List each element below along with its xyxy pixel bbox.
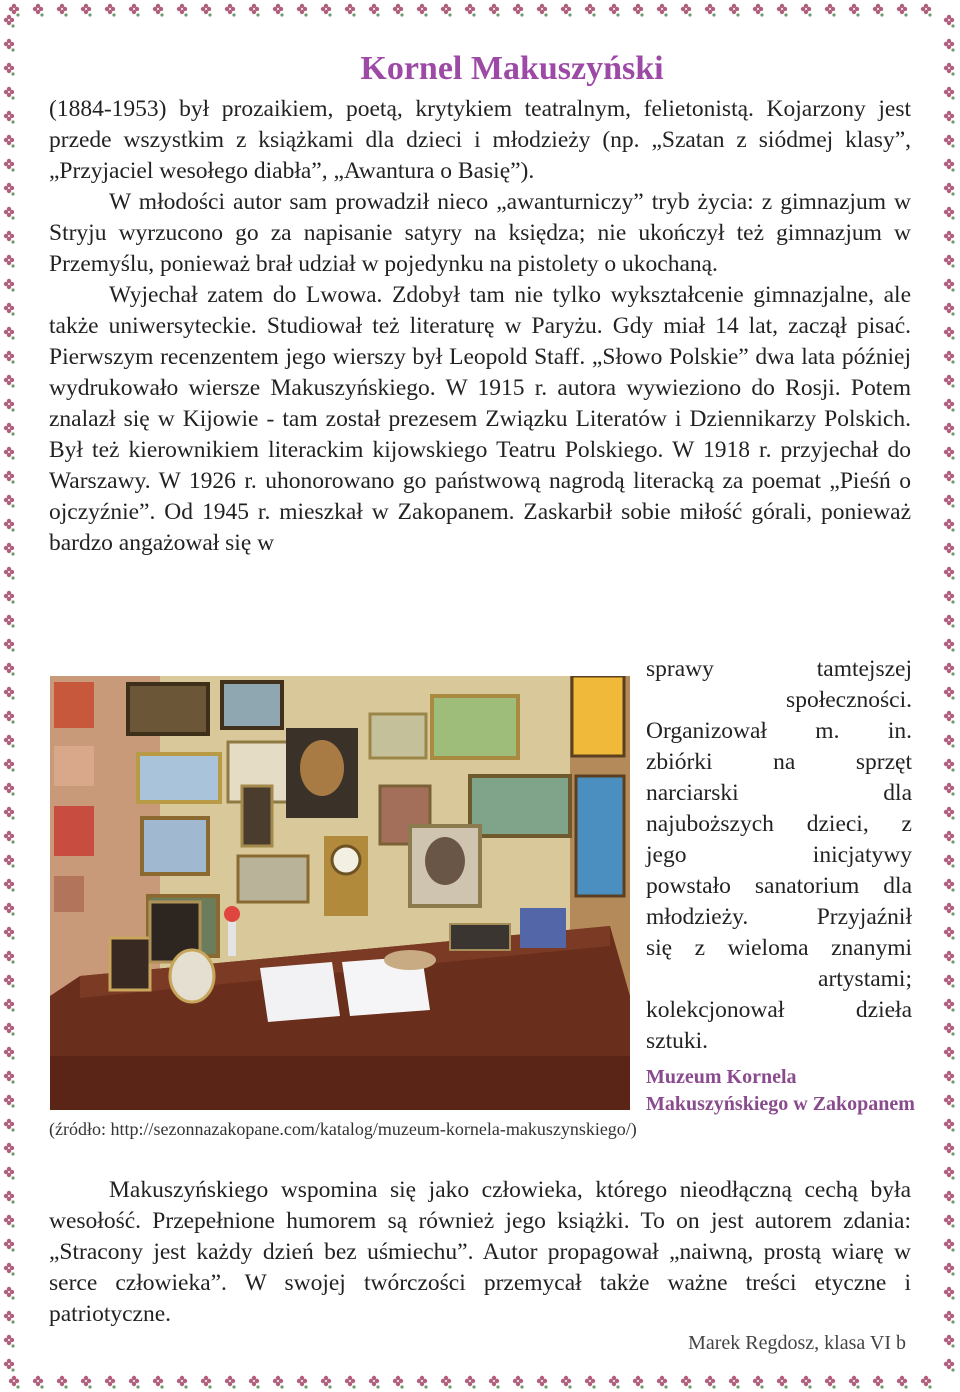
flower-ornament [944,759,955,772]
flower-ornament [657,1376,668,1389]
flower-ornament [944,1071,955,1084]
flower-ornament [777,1376,788,1389]
flower-ornament [944,15,955,28]
text-line: kolekcjonował dzieła [646,997,912,1023]
flower-ornament [944,687,955,700]
flower-ornament [537,4,548,17]
flower-ornament [4,159,15,172]
flower-ornament [4,231,15,244]
text-line: artystami; [818,966,912,992]
flower-ornament [944,159,955,172]
flower-ornament [585,4,596,17]
flower-ornament [777,4,788,17]
flower-ornament [417,1376,428,1389]
flower-ornament [897,4,908,17]
flower-ornament [177,4,188,17]
flower-ornament [944,399,955,412]
flower-ornament [4,1119,15,1132]
flower-ornament [4,1023,15,1036]
flower-ornament [465,4,476,17]
flower-ornament [4,279,15,292]
flower-ornament [417,4,428,17]
decorative-border-top [0,0,960,22]
flower-ornament [633,4,644,17]
flower-ornament [4,663,15,676]
flower-ornament [801,1376,812,1389]
flower-ornament [4,759,15,772]
flower-ornament [921,4,932,17]
flower-ornament [4,735,15,748]
flower-ornament [561,4,572,17]
flower-ornament [81,1376,92,1389]
flower-ornament [944,135,955,148]
flower-ornament [944,975,955,988]
flower-ornament [249,1376,260,1389]
flower-ornament [753,4,764,17]
flower-ornament [944,1095,955,1108]
flower-ornament [944,1167,955,1180]
flower-ornament [201,1376,212,1389]
flower-ornament [944,1263,955,1276]
paragraph-intro: (1884-1953) był prozaikiem, poetą, krytykiem teatralnym, felietonistą. Kojarzony jest przede wszystkim z książkami dla dzieci i młodzieży (np. „Szatan z siódmej klasy”, „Przyjaciel wesołego diabła”, „Awantura o Basię”). [49,96,911,184]
flower-ornament [57,1376,68,1389]
flower-ornament [944,807,955,820]
museum-photo [50,676,630,1110]
article-body-bottom [49,1175,911,1330]
flower-ornament [4,15,15,28]
flower-ornament [4,1359,15,1372]
flower-ornament [944,999,955,1012]
flower-ornament [944,303,955,316]
flower-ornament [4,1215,15,1228]
flower-ornament [273,4,284,17]
paragraph-youth: W młodości autor sam prowadził nieco „awanturniczy” tryb życia: z gimnazjum w Stryju wyrzucono go za napisanie satyry na księdza; nie ukończył też gimnazjum w Przemyślu, ponieważ brał udział w pojedynku na pistolety o ukochaną. [49,189,911,277]
flower-ornament [4,1095,15,1108]
flower-ornament [81,4,92,17]
flower-ornament [873,4,884,17]
flower-ornament [729,1376,740,1389]
flower-ornament [944,1023,955,1036]
flower-ornament [4,807,15,820]
flower-ornament [273,1376,284,1389]
flower-ornament [297,4,308,17]
flower-ornament [489,4,500,17]
flower-ornament [944,423,955,436]
text-line: sprawy tamtejszej [646,656,912,682]
flower-ornament [585,1376,596,1389]
article-author: Marek Regdosz, klasa VI b [688,1332,906,1354]
flower-ornament [4,1191,15,1204]
flower-ornament [944,447,955,460]
flower-ornament [4,1071,15,1084]
flower-ornament [4,1239,15,1252]
flower-ornament [4,375,15,388]
flower-ornament [944,1335,955,1348]
flower-ornament [4,999,15,1012]
flower-ornament [609,1376,620,1389]
flower-ornament [944,231,955,244]
flower-ornament [4,351,15,364]
article-title: Kornel Makuszyński [360,50,664,87]
flower-ornament [944,471,955,484]
flower-ornament [345,1376,356,1389]
flower-ornament [921,1376,932,1389]
flower-ornament [944,1119,955,1132]
flower-ornament [4,207,15,220]
flower-ornament [944,735,955,748]
flower-ornament [609,4,620,17]
flower-ornament [561,1376,572,1389]
text-line: sztuki. [646,1028,709,1054]
flower-ornament [944,879,955,892]
flower-ornament [944,207,955,220]
flower-ornament [944,279,955,292]
photo-source: (źródło: http://sezonnazakopane.com/katalog/muzeum-kornela-makuszynskiego/) [49,1119,637,1139]
flower-ornament [225,4,236,17]
flower-ornament [944,927,955,940]
flower-ornament [944,111,955,124]
text-line: społeczności. [786,687,912,713]
flower-ornament [944,663,955,676]
flower-ornament [753,1376,764,1389]
paragraph-career-continued [646,654,912,1057]
flower-ornament [4,447,15,460]
flower-ornament [4,1263,15,1276]
flower-ornament [944,615,955,628]
flower-ornament [825,4,836,17]
flower-ornament [393,4,404,17]
text-line: powstało sanatorium dla [646,873,912,899]
flower-ornament [4,423,15,436]
flower-ornament [4,1047,15,1060]
flower-ornament [321,4,332,17]
flower-ornament [4,87,15,100]
flower-ornament [4,135,15,148]
flower-ornament [513,4,524,17]
flower-ornament [4,471,15,484]
flower-ornament [393,1376,404,1389]
flower-ornament [57,4,68,17]
flower-ornament [153,4,164,17]
paragraph-legacy: Makuszyńskiego wspomina się jako człowieka, którego nieodłączną cechą była wesołość. Przepełnione humorem są również jego książki. To on jest autorem zdania: „Stracony jest każdy dzień bez uśmiechu”. Autor propagował „naiwną, prostą wiarę w serce człowieka”. W swojej twórczości przemycał także ważne treści etyczne i patriotyczne. [49,1177,911,1327]
flower-ornament [944,87,955,100]
flower-ornament [297,1376,308,1389]
flower-ornament [4,783,15,796]
flower-ornament [4,1287,15,1300]
flower-ornament [4,639,15,652]
flower-ornament [4,1143,15,1156]
flower-ornament [944,255,955,268]
flower-ornament [4,855,15,868]
flower-ornament [825,1376,836,1389]
text-line: narciarski dla [646,780,912,806]
flower-ornament [441,1376,452,1389]
flower-ornament [4,255,15,268]
text-line: jego inicjatywy [646,842,912,868]
flower-ornament [4,711,15,724]
flower-ornament [944,1311,955,1324]
flower-ornament [4,927,15,940]
flower-ornament [465,1376,476,1389]
flower-ornament [705,4,716,17]
article-body-top [49,94,911,559]
flower-ornament [849,4,860,17]
flower-ornament [944,903,955,916]
flower-ornament [369,4,380,17]
flower-ornament [4,111,15,124]
flower-ornament [944,711,955,724]
flower-ornament [537,1376,548,1389]
flower-ornament [177,1376,188,1389]
flower-ornament [4,831,15,844]
flower-ornament [129,1376,140,1389]
decorative-border-bottom [0,1370,960,1392]
flower-ornament [944,567,955,580]
decorative-border-left [0,0,22,1392]
flower-ornament [129,4,140,17]
text-line: Organizował m. in. [646,718,912,744]
flower-ornament [4,495,15,508]
flower-ornament [944,1359,955,1372]
flower-ornament [944,543,955,556]
flower-ornament [944,1215,955,1228]
flower-ornament [657,4,668,17]
flower-ornament [729,4,740,17]
decorative-border-right [938,0,960,1392]
flower-ornament [4,903,15,916]
flower-ornament [944,1191,955,1204]
flower-ornament [4,519,15,532]
flower-ornament [801,4,812,17]
flower-ornament [944,639,955,652]
flower-ornament [944,855,955,868]
text-line: zbiórki na sprzęt [646,749,912,775]
flower-ornament [944,519,955,532]
flower-ornament [944,495,955,508]
flower-ornament [4,303,15,316]
flower-ornament [105,4,116,17]
flower-ornament [4,1311,15,1324]
flower-ornament [873,1376,884,1389]
flower-ornament [4,399,15,412]
flower-ornament [4,975,15,988]
flower-ornament [513,1376,524,1389]
flower-ornament [489,1376,500,1389]
flower-ornament [369,1376,380,1389]
flower-ornament [4,879,15,892]
flower-ornament [944,1239,955,1252]
flower-ornament [4,687,15,700]
flower-ornament [944,351,955,364]
flower-ornament [33,1376,44,1389]
flower-ornament [705,1376,716,1389]
flower-ornament [897,1376,908,1389]
flower-ornament [944,1143,955,1156]
flower-ornament [944,327,955,340]
flower-ornament [944,375,955,388]
flower-ornament [4,183,15,196]
flower-ornament [4,327,15,340]
photo-caption: Muzeum Kornela Makuszyńskiego w Zakopanem [646,1066,915,1115]
flower-ornament [4,591,15,604]
flower-ornament [4,615,15,628]
flower-ornament [944,1047,955,1060]
flower-ornament [4,1167,15,1180]
flower-ornament [4,1335,15,1348]
paragraph-career: Wyjechał zatem do Lwowa. Zdobył tam nie tylko wykształcenie gimnazjalne, ale także uniwersyteckie. Studiował też literaturę w Paryżu. Gdy miał 14 lat, zaczął pisać. Pierwszym recenzentem jego wierszy był Leopold Staff. „Słowo Polskie” dwa lata później wydrukowało wiersze Makuszyńskiego. W 1915 r. autora wywieziono do Rosji. Potem znalazł się w Kijowie - tam został prezesem Związku Literatów i Dziennikarzy Polskich. Był też kierownikiem literackim kijowskiego Teatru Polskiego. W 1918 r. przyjechał do Warszawy. W 1926 r. uhonorowano go państwową nagrodą literacką za poemat „Pieśń o ojczyźnie”. Od 1945 r. mieszkał w Zakopanem. Zaskarbił sobie miłość górali, ponieważ bardzo angażował się w [49,282,911,556]
flower-ornament [441,4,452,17]
flower-ornament [849,1376,860,1389]
flower-ornament [105,1376,116,1389]
flower-ornament [944,951,955,964]
flower-ornament [681,4,692,17]
flower-ornament [944,831,955,844]
text-line: się z wieloma znanymi [646,935,912,961]
flower-ornament [633,1376,644,1389]
flower-ornament [33,4,44,17]
flower-ornament [249,4,260,17]
flower-ornament [345,4,356,17]
flower-ornament [681,1376,692,1389]
flower-ornament [321,1376,332,1389]
flower-ornament [201,4,212,17]
text-line: najuboższych dzieci, z [646,811,912,837]
flower-ornament [225,1376,236,1389]
flower-ornament [153,1376,164,1389]
flower-ornament [944,591,955,604]
flower-ornament [944,783,955,796]
flower-ornament [4,543,15,556]
text-line: młodzieży. Przyjaźnił [646,904,912,930]
flower-ornament [944,183,955,196]
flower-ornament [4,951,15,964]
flower-ornament [944,1287,955,1300]
flower-ornament [4,567,15,580]
